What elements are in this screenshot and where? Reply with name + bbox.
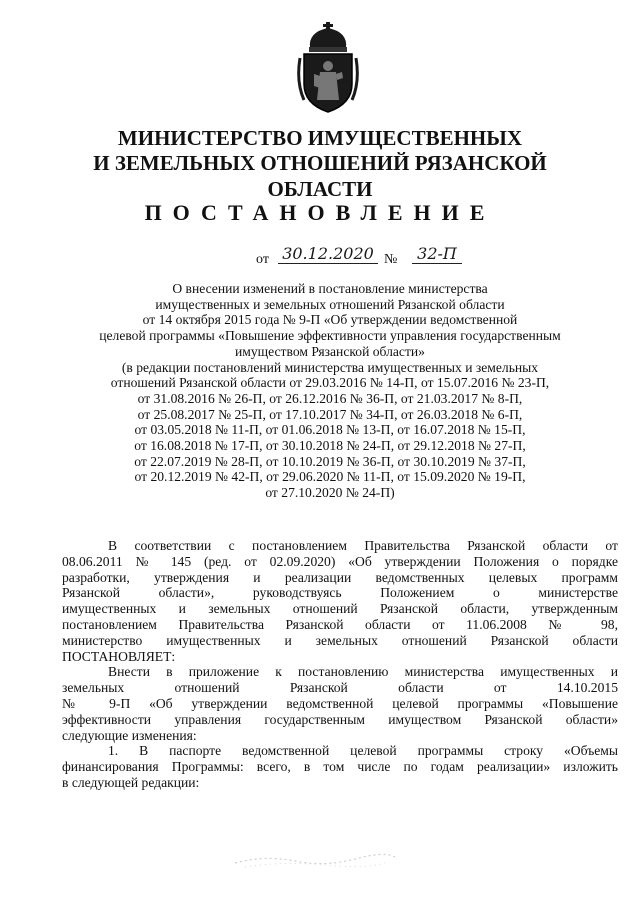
body-text [62, 538, 618, 791]
ministry-name-line-1: МИНИСТЕРСТВО ИМУЩЕСТВЕННЫХ [117, 126, 523, 150]
body-line: имущественных и земельных отношений Рязанской области, утвержденным [62, 601, 618, 617]
body-line: в следующей редакции: [62, 774, 200, 790]
body-line: 1. В паспорте ведомственной целевой программы строку «Объемы [108, 743, 618, 759]
body-line: Рязанской области», руководствуясь Положением о министерстве [62, 585, 618, 601]
subject-line: от 03.05.2018 № 11-П, от 01.06.2018 № 13-П, от 16.07.2018 № 15-П, [134, 422, 526, 438]
body-line: В соответствии с постановлением Правительства Рязанской области от [108, 538, 618, 553]
subject-line: от 14 октября 2015 года № 9-П «Об утверждении ведомственной [142, 312, 518, 328]
subject-line: (в редакции постановлений министерства имущественных и земельных [121, 359, 539, 375]
number-label: № [384, 252, 398, 267]
subject-line: от 25.08.2017 № 25-П, от 17.10.2017 № 34-П, от 26.03.2018 № 6-П, [137, 406, 523, 422]
body-line: земельных отношений Рязанской области от 14.10.2015 [62, 680, 618, 696]
subject-line: имущественных и земельных отношений Рязанской области [155, 296, 505, 312]
body-line: следующие изменения: [62, 727, 197, 743]
body-line: разработки, утверждения и реализации ведомственных целевых программ [62, 569, 618, 585]
subject-line: от 22.07.2019 № 28-П, от 10.10.2019 № 36-П, от 30.10.2019 № 37-П, [134, 453, 526, 469]
subject-line: отношений Рязанской области от 29.03.2016 № 14-П, от 15.07.2016 № 23-П, [110, 375, 550, 391]
body-line: министерство имущественных и земельных отношений Рязанской области [62, 632, 618, 648]
subject-line: от 27.10.2020 № 24-П) [265, 485, 395, 501]
date-value: 30.12.2020 [278, 244, 378, 264]
number-value: 32-П [412, 244, 462, 264]
subject-line: О внесении изменений в постановление министерства [172, 281, 488, 296]
date-label: от [256, 252, 269, 267]
body-line: ПОСТАНОВЛЯЕТ: [62, 648, 176, 664]
dateline [250, 244, 510, 270]
subject-line: от 31.08.2016 № 26-П, от 26.12.2016 № 36-П, от 21.03.2017 № 8-П, [137, 390, 523, 406]
subject-line: от 16.08.2018 № 17-П, от 30.10.2018 № 24-П, от 29.12.2018 № 27-П, [134, 438, 526, 454]
subject-line: имуществом Рязанской области» [235, 343, 425, 359]
document-type-title: ПОСТАНОВЛЕНИЕ [144, 200, 496, 225]
subject-block [60, 281, 600, 501]
ryazan-coat-of-arms-icon [296, 22, 360, 114]
body-line: Внести в приложение к постановлению министерства имущественных и [108, 664, 618, 680]
subject-line: целевой программы «Повышение эффективности управления государственным [99, 328, 561, 344]
body-line: постановлением Правительства Рязанской области от 11.06.2008 № 98, [62, 616, 618, 632]
body-line: № 9-П «Об утверждении ведомственной целевой программы «Повышение [62, 695, 618, 711]
body-line: финансирования Программы: всего, в том числе по годам реализации» изложить [62, 759, 618, 775]
body-line: эффективности управления государственным имуществом Рязанской области» [62, 711, 618, 727]
subject-line: от 20.12.2019 № 42-П, от 29.06.2020 № 11-П, от 15.09.2020 № 19-П, [134, 469, 526, 485]
ministry-name-line-2: И ЗЕМЕЛЬНЫХ ОТНОШЕНИЙ РЯЗАНСКОЙ ОБЛАСТИ [93, 151, 547, 201]
body-line: 08.06.2011 № 145 (ред. от 02.09.2020) «Об утверждении Положения о порядке [62, 553, 618, 569]
faint-stamp-mark [225, 845, 405, 875]
